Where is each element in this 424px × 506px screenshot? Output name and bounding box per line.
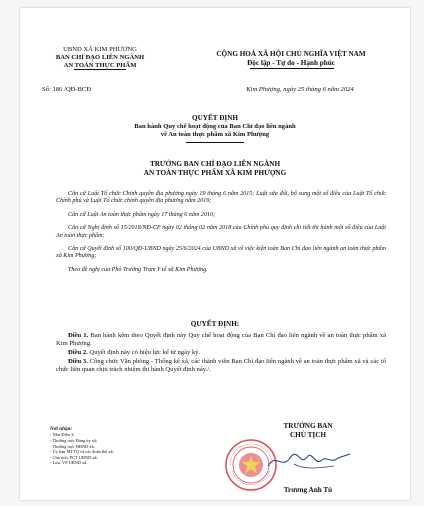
- preamble-item: Căn cứ Luật Tổ chức Chính quyền địa phương ngày 19 tháng 6 năm 2015; Luật sửa đổi, bổ sung một số điều của Luật Tổ chức Chính phủ và Luật Tổ chức chính quyền địa phương năm 2019;: [56, 191, 386, 205]
- country-line: CỘNG HOÀ XÃ HỘI CHỦ NGHĨA VIỆT NAM: [216, 50, 366, 58]
- article-label: Điều 3.: [68, 358, 88, 365]
- agency-line2: BAN CHỈ ĐẠO LIÊN NGÀNH: [55, 54, 145, 61]
- agency-header: [30, 46, 170, 70]
- handwritten-signature-icon: [264, 448, 354, 474]
- preamble-item: Căn cứ Quyết định số 100/QĐ-UBND ngày 25/6/2024 của UBND xã về việc kiện toàn Ban Chỉ đạo liên ngành an toàn thực phẩm xã Kim Phượng;: [56, 246, 386, 260]
- signature-block: [238, 422, 378, 439]
- recipient-item: - Lưu: VP UBND xã.: [50, 460, 88, 466]
- recipient-item: - Chủ tịch, PCT UBND xã;: [50, 454, 98, 460]
- recipients: [50, 426, 160, 466]
- authority-line2: AN TOÀN THỰC PHẨM XÃ KIM PHƯỢNG: [143, 168, 287, 177]
- article-text: Quyết định này có hiệu lực kể từ ngày ký.: [87, 349, 201, 356]
- decision-title: [40, 114, 390, 139]
- national-header: [186, 50, 396, 67]
- articles: [56, 332, 386, 374]
- title-subject-line1: Ban hành Quy chế hoạt động của Ban Chỉ đạo liên ngành: [134, 122, 296, 130]
- title-kind: QUYẾT ĐỊNH: [192, 114, 238, 122]
- agency-line1: UBND XÃ KIM PHƯỢNG: [63, 46, 137, 53]
- article-text: Ban hành kèm theo Quyết định này Quy chế hoạt động của Ban Chỉ đạo liên ngành về an toàn thực phẩm xã Kim Phượng.: [56, 332, 386, 347]
- preamble: [56, 191, 386, 274]
- motto: Độc lập - Tự do - Hạnh phúc: [247, 58, 335, 67]
- motto-underline: [250, 68, 334, 69]
- document-page: [20, 8, 410, 500]
- decision-heading: QUYẾT ĐỊNH:: [190, 320, 240, 328]
- recipients-list: [50, 432, 160, 466]
- authority-line1: TRƯỞNG BAN CHỈ ĐẠO LIÊN NGÀNH: [149, 160, 281, 168]
- agency-line3: AN TOÀN THỰC PHẨM: [63, 62, 137, 69]
- recipient-item: - Như Điều 3;: [50, 432, 75, 438]
- preamble-item: Căn cứ Nghị định số 15/2018/NĐ-CP ngày 02 tháng 02 năm 2018 của Chính phủ quy định chi tiết thi hành một số điều của Luật An toàn thực phẩm;: [56, 225, 386, 239]
- place-date: Kim Phượng, ngày 25 tháng 6 năm 2024: [246, 86, 354, 93]
- signer-name: Trương Anh Tú: [283, 486, 333, 494]
- issuing-authority: [40, 160, 390, 177]
- article-3: [56, 358, 386, 374]
- signer-position: TRƯỞNG BAN: [283, 422, 333, 430]
- title-underline: [186, 142, 244, 143]
- recipients-heading: Nơi nhận:: [50, 426, 73, 432]
- recipient-item: - Ủy ban MTTQ và các đoàn thể xã;: [50, 449, 114, 455]
- article-2: [56, 349, 386, 357]
- signer-role: CHỦ TỊCH: [289, 430, 326, 439]
- doc-number: Số: 186 /QĐ-BCĐ: [42, 86, 92, 93]
- article-text: Công chức Văn phòng - Thống kê xã, các thành viên Ban Chỉ đạo liên ngành về an toàn thực phẩm xã và các tổ chức liên quan chịu trách nhiệm thi hành Quyết định này./.: [56, 358, 386, 373]
- article-label: Điều 1.: [68, 332, 89, 339]
- agency-underline: [74, 69, 126, 70]
- article-label: Điều 2.: [68, 349, 88, 356]
- title-subject-line2: về An toàn thực phẩm xã Kim Phượng: [160, 130, 270, 138]
- recipient-item: - Thường trực HĐND xã;: [50, 443, 95, 449]
- article-1: [56, 332, 386, 348]
- preamble-item: Theo đề nghị của Phó Trưởng Trạm Y tế xã Kim Phượng.: [68, 266, 208, 273]
- recipient-item: - Thường trực Đảng ủy xã;: [50, 438, 98, 443]
- preamble-item: Căn cứ Luật An toàn thực phẩm ngày 17 tháng 6 năm 2010;: [68, 211, 216, 218]
